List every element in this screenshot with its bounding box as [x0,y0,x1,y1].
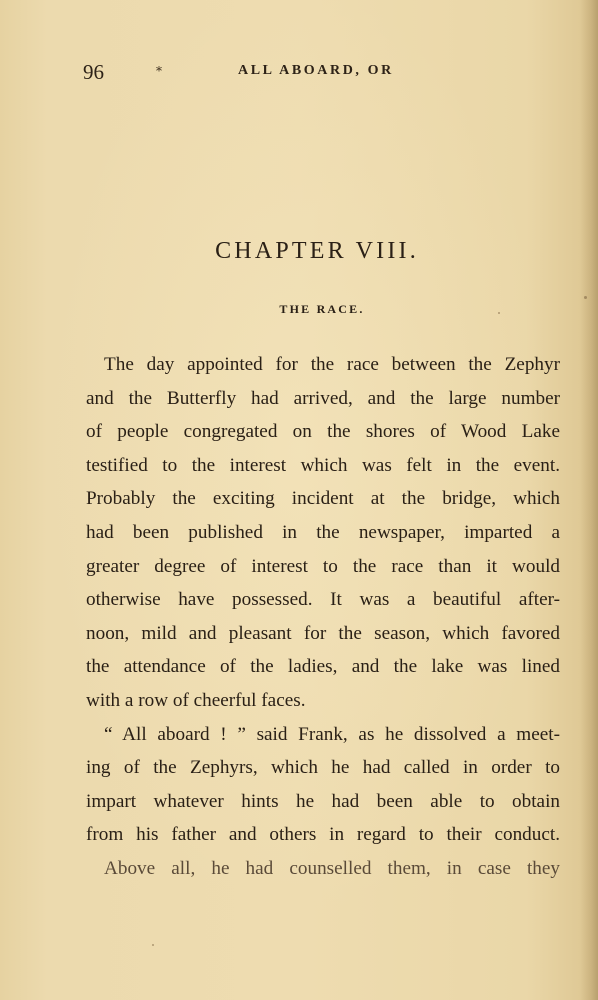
running-head-title: ALL ABOARD, OR [238,63,394,78]
text-line: and the Butterfly had arrived, and the large number [86,387,560,409]
paper-speck [498,312,500,314]
chapter-subtitle: THE RACE. [279,302,365,316]
running-head [0,58,598,88]
body-text [86,348,560,886]
paper-speck [584,296,587,299]
paper-speck [152,944,154,946]
text-line: noon, mild and pleasant for the season, which favored [86,622,560,644]
text-line: impart whatever hints he had been able to obtain [86,790,560,812]
text-line: with a row of cheerful faces. [86,689,306,711]
text-line: testified to the interest which was felt in the event. [86,454,560,476]
page-number: 96 [83,60,104,84]
text-line: Above all, he had counselled them, in case they [104,857,560,879]
text-line: The day appointed for the race between the Zephyr [104,354,560,375]
page-edge-shadow [580,0,598,1000]
text-line: Probably the exciting incident at the bridge, which [86,488,560,510]
text-line: “ All aboard ! ” said Frank, as he dissolved a meet- [104,723,560,745]
chapter-title: CHAPTER VIII. [215,238,419,264]
text-line: otherwise have possessed. It was a beautiful after- [86,589,560,611]
text-line: ing of the Zephyrs, which he had called in order to [86,757,560,779]
text-line: had been published in the newspaper, imparted a [86,521,560,543]
text-line: the attendance of the ladies, and the lake was lined [86,656,560,678]
text-line: greater degree of interest to the race than it would [86,555,560,577]
text-line: from his father and others in regard to their conduct. [86,824,560,846]
running-head-mark: * [156,64,162,78]
text-line: of people congregated on the shores of Wood Lake [86,421,560,443]
